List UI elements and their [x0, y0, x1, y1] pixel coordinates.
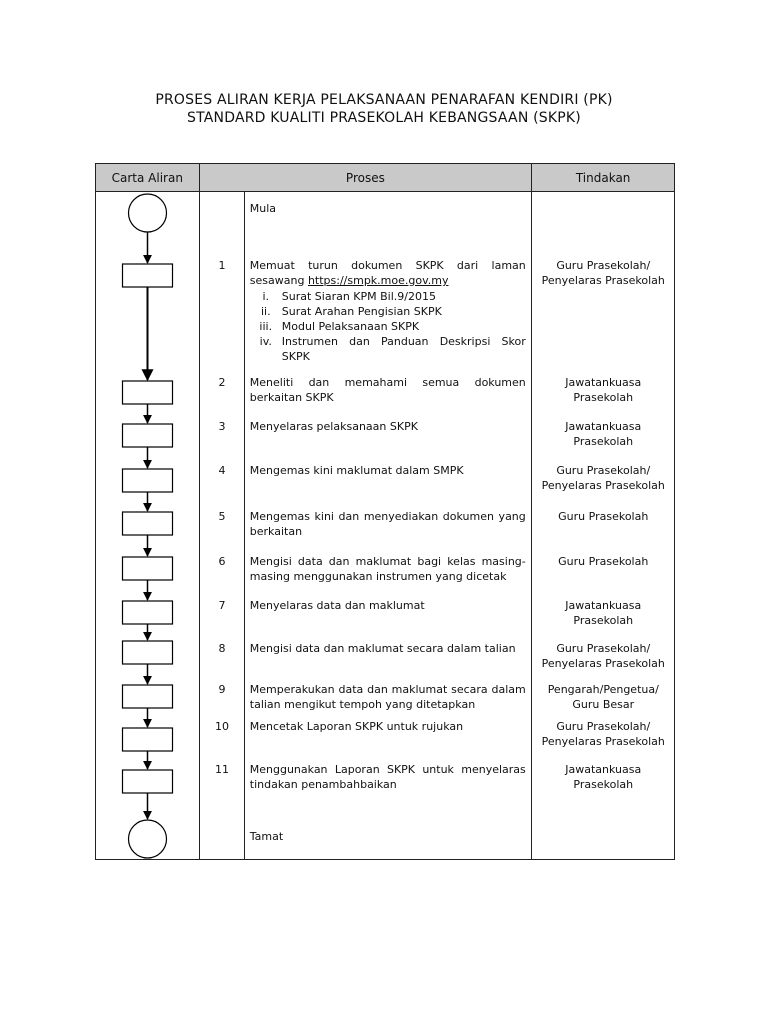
step-process: [250, 258, 526, 364]
step-process-text: Menyelaras data dan maklumat: [249, 599, 425, 612]
flowchart-diagram: [96, 192, 199, 861]
step-process: [250, 641, 526, 656]
step-process-text: Menggunakan Laporan SKPK untuk menyelaras tindakan penambahbaikan: [249, 763, 526, 791]
step-process-text: Mencetak Laporan SKPK untuk rujukan: [249, 720, 464, 733]
step-process: [250, 598, 526, 613]
list-numeral: i.: [262, 290, 270, 303]
step-process: [250, 682, 526, 712]
step-number: 5: [218, 510, 226, 523]
step-number: 10: [215, 720, 230, 733]
process-box: [123, 424, 173, 447]
step-number: 1: [218, 259, 226, 272]
step-action: Guru Prasekolah/ Penyelaras Prasekolah: [541, 642, 665, 670]
step-action: Jawatankuasa Prasekolah: [565, 599, 642, 627]
step-action: Guru Prasekolah: [558, 510, 649, 523]
step-number: 3: [218, 420, 226, 433]
step-action: Jawatankuasa Prasekolah: [565, 420, 642, 448]
step-process: [250, 463, 526, 478]
flowchart-column: [96, 192, 200, 860]
step-action: Pengarah/Pengetua/ Guru Besar: [547, 683, 659, 711]
step-action: Guru Prasekolah/ Penyelaras Prasekolah: [541, 464, 665, 492]
process-box: [123, 601, 173, 624]
process-column: [244, 192, 531, 860]
process-box: [123, 264, 173, 287]
process-box: [123, 381, 173, 404]
document-list-item: [250, 304, 526, 319]
start-circle: [129, 194, 167, 232]
step-process-text: Mengemas kini dan menyediakan dokumen yang berkaitan: [249, 510, 526, 538]
list-text: Surat Siaran KPM Bil.9/2015: [281, 290, 436, 303]
step-process-text: Mengisi data dan maklumat secara dalam talian: [249, 642, 516, 655]
step-process: [250, 509, 526, 539]
table-header-row: [96, 164, 675, 192]
step-process-text: Memuat turun dokumen SKPK dari laman sesawang: [249, 259, 526, 287]
document-list-item: [250, 289, 526, 304]
step-process: [250, 554, 526, 584]
list-numeral: iv.: [259, 335, 272, 348]
process-box: [123, 728, 173, 751]
document-title-line1: PROSES ALIRAN KERJA PELAKSANAAN PENARAFAN KENDIRI (PK): [155, 92, 613, 108]
start-label: Mula: [249, 202, 277, 215]
step-process: [250, 762, 526, 792]
list-numeral: iii.: [259, 320, 273, 333]
step-action: Guru Prasekolah: [558, 555, 649, 568]
header-flowchart: Carta Aliran: [96, 164, 200, 192]
process-box: [123, 685, 173, 708]
list-text: Surat Arahan Pengisian SKPK: [281, 305, 442, 318]
step-number: 2: [218, 376, 226, 389]
step-action: Jawatankuasa Prasekolah: [565, 763, 642, 791]
header-process: Proses: [199, 164, 532, 192]
step-process-text: Mengisi data dan maklumat bagi kelas masing-masing menggunakan instrumen yang dicetak: [249, 555, 526, 583]
document-list-item: [250, 319, 526, 334]
list-text: Modul Pelaksanaan SKPK: [281, 320, 420, 333]
list-text: Instrumen dan Panduan Deskripsi Skor SKPK: [281, 335, 526, 363]
step-number: 9: [218, 683, 226, 696]
process-box: [123, 512, 173, 535]
number-column: [199, 192, 244, 860]
step-process-text: Menyelaras pelaksanaan SKPK: [249, 420, 418, 433]
step-number: 11: [215, 763, 230, 776]
step-action: Guru Prasekolah/ Penyelaras Prasekolah: [541, 259, 665, 287]
end-circle: [129, 820, 167, 858]
step-process: [250, 419, 526, 434]
document-list: [250, 289, 526, 364]
process-box: [123, 770, 173, 793]
step-process-text: Memperakukan data dan maklumat secara dalam talian mengikut tempoh yang ditetapkan: [249, 683, 526, 711]
step-action: Guru Prasekolah/ Penyelaras Prasekolah: [541, 720, 665, 748]
step-process-text: Mengemas kini maklumat dalam SMPK: [249, 464, 464, 477]
step-number: 8: [218, 642, 226, 655]
end-label: Tamat: [249, 830, 284, 843]
step-process: [250, 719, 526, 734]
header-action: Tindakan: [532, 164, 675, 192]
document-title-line2: STANDARD KUALITI PRASEKOLAH KEBANGSAAN (SKPK): [187, 110, 581, 126]
website-link[interactable]: https://smpk.moe.gov.my: [307, 274, 449, 287]
step-number: 6: [218, 555, 226, 568]
step-action: Jawatankuasa Prasekolah: [565, 376, 642, 404]
step-number: 4: [218, 464, 226, 477]
workflow-table: [95, 163, 675, 860]
step-number: 7: [218, 599, 226, 612]
process-box: [123, 469, 173, 492]
step-process: [250, 375, 526, 405]
process-box: [123, 641, 173, 664]
list-numeral: ii.: [260, 305, 271, 318]
document-list-item: [250, 334, 526, 364]
process-box: [123, 557, 173, 580]
action-column: [532, 192, 675, 860]
step-process-text: Meneliti dan memahami semua dokumen berkaitan SKPK: [249, 376, 526, 404]
